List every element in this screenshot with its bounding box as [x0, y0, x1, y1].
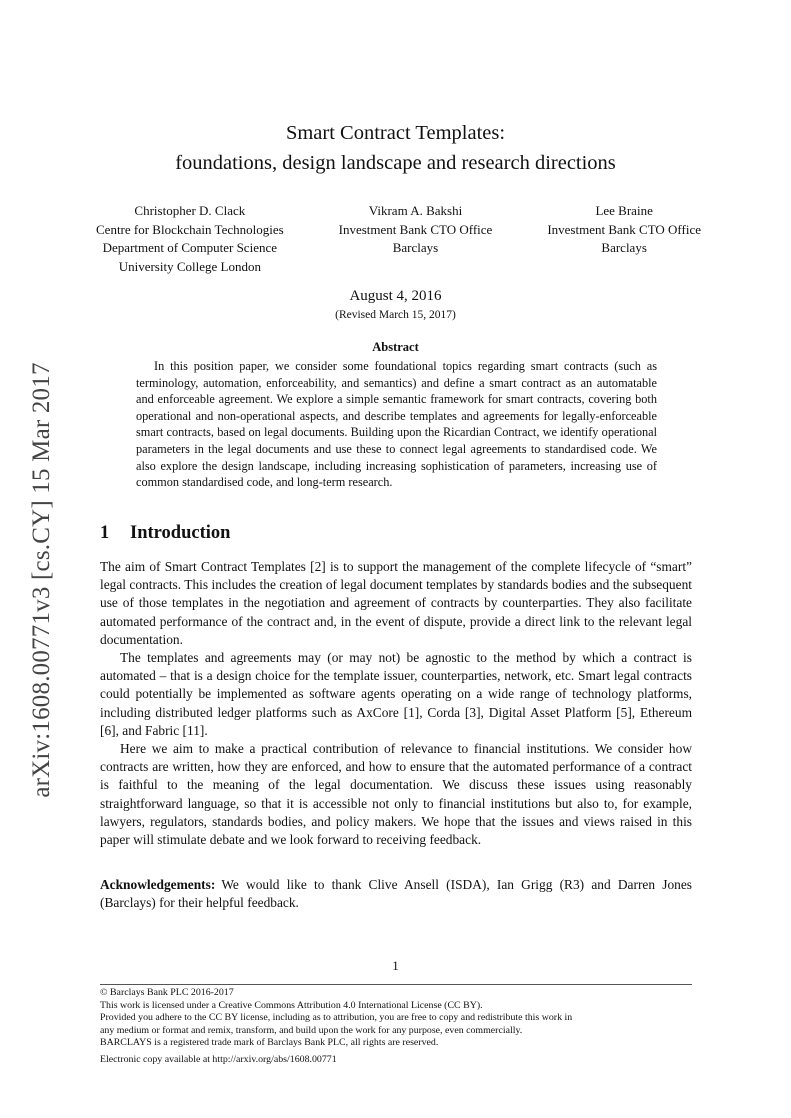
author-affiliation: Barclays	[601, 240, 647, 255]
author-affiliation: Investment Bank CTO Office	[338, 221, 493, 237]
acknowledgements-text: We would like to thank Clive Ansell (ISDA), Ian Grigg (R3) and Darren Jones (Barclays) for their helpful feedback.	[100, 877, 692, 911]
author-bakshi	[339, 202, 493, 276]
author-name: Vikram A. Bakshi	[368, 203, 463, 218]
section-number: 1	[100, 523, 110, 543]
abstract-heading: Abstract	[372, 340, 419, 354]
section-heading-introduction	[100, 523, 230, 544]
footnote-provided: any medium or format and remix, transform, and build upon the work for any purpose, even commercially.	[100, 1024, 523, 1036]
author-affiliation: Barclays	[392, 240, 439, 255]
footnote-provided: Provided you adhere to the CC BY license, including as to attribution, you are free to copy and redistribute this work in	[100, 1012, 573, 1024]
body-paragraph: The aim of Smart Contract Templates [2] is to support the management of the complete lifecycle of “smart” legal contracts. This includes the creation of legal document templates by standards bodies and the subsequent use of those templates in the negotiation and agreement of contracts by counterparties. They also facilitate automated performance of the contract and, in the event of dispute, provide a direct link to the relevant legal documentation.	[100, 559, 692, 647]
author-name: Christopher D. Clack	[134, 203, 246, 218]
author-affiliation: University College London	[118, 258, 261, 274]
page-number: 1	[392, 958, 399, 973]
paper-title-line-2: foundations, design landscape and research directions	[175, 152, 616, 174]
abstract-text: In this position paper, we consider some foundational topics regarding smart contracts (such as terminology, automation, enforceability, and semantics) and define a smart contract as an automatable and enforceable agreement. We explore a simple semantic framework for smart contracts, covering both operational and non-operational aspects, and describe templates and agreements for legally-enforceable smart contracts, based on legal documents. Building upon the Ricardian Contract, we identify operational parameters in the legal documents and use these to connect legal agreements to standardised code. We also explore the design landscape, including increasing sophistication of parameters, increasing use of common standardised code, and long-term research.	[136, 359, 657, 490]
publication-date: August 4, 2016	[349, 288, 442, 304]
body-paragraph: The templates and agreements may (or may not) be agnostic to the method by which a contract is automated – that is a design choice for the template issuer, counterparties, network, etc. Smart legal contracts could potentially be implemented as software agents operating on a wide range of technology platforms, including distributed ledger platforms such as AxCore [1], Corda [3], Digital Asset Platform [5], Ethereum [6], and Fabric [11].	[100, 650, 692, 738]
paper-title	[0, 118, 791, 178]
body-paragraph: Here we aim to make a practical contribution of relevance to financial institutions. We consider how contracts are written, how they are enforced, and how to ensure that the automated performance of a contract is faithful to the meaning of the legal documentation. We discuss these issues using reasonably straightforward language, so that it is accessible not only to financial institutions but also to, for example, lawyers, regulators, standards bodies, and policy makers. We hope that the issues and views raised in this paper will stimulate debate and we look forward to receiving feedback.	[100, 741, 692, 848]
author-clack	[96, 202, 284, 276]
author-block	[96, 202, 701, 276]
acknowledgements	[100, 876, 692, 912]
author-braine	[547, 202, 701, 276]
paper-title-line-1: Smart Contract Templates:	[285, 122, 506, 144]
footnote-electronic-copy: Electronic copy available at http://arxiv.org/abs/1608.00771	[100, 1053, 337, 1065]
author-affiliation: Centre for Blockchain Technologies	[96, 221, 284, 237]
footnote-divider	[100, 984, 692, 985]
footnotes	[100, 987, 700, 1067]
footnote-copyright: © Barclays Bank PLC 2016-2017	[100, 987, 234, 998]
author-name: Lee Braine	[595, 203, 653, 218]
arxiv-identifier-stamp	[22, 345, 62, 815]
footnote-license: This work is licensed under a Creative Commons Attribution 4.0 International License (CC BY).	[100, 999, 483, 1011]
acknowledgements-label: Acknowledgements:	[100, 877, 216, 892]
author-affiliation: Investment Bank CTO Office	[547, 221, 701, 237]
footnote-trademark: BARCLAYS is a registered trade mark of Barclays Bank PLC, all rights are reserved.	[100, 1037, 439, 1049]
revision-date: (Revised March 15, 2017)	[335, 309, 456, 321]
author-affiliation: Department of Computer Science	[102, 240, 277, 255]
arxiv-identifier-text: arXiv:1608.00771v3 [cs.CY] 15 Mar 2017	[28, 362, 55, 798]
section-title: Introduction	[130, 523, 231, 543]
introduction-body	[100, 558, 692, 849]
